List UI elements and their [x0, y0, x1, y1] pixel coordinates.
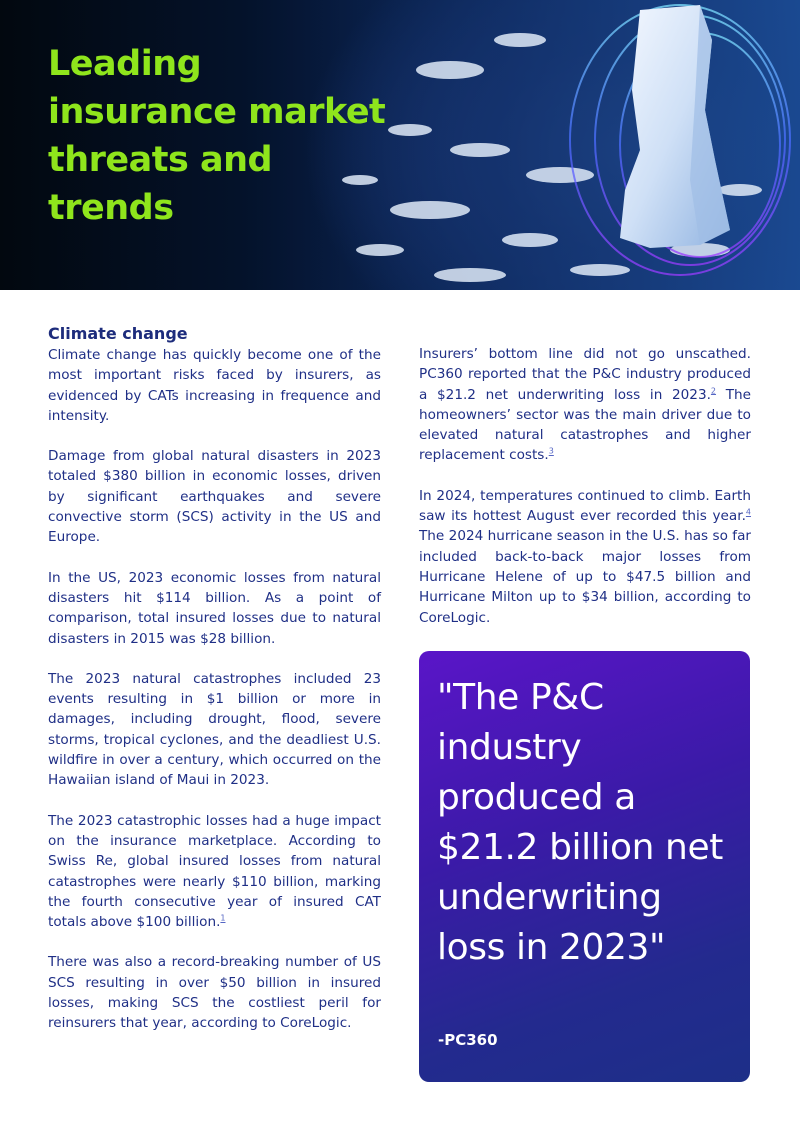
- paragraph-text: There was also a record-breaking number of US SCS resulting in over $50 billion in insured losses, making SCS the costliest peril for reinsurers that year, according to CoreLogic.: [48, 954, 381, 1032]
- paragraph-text: The 2023 catastrophic losses had a huge impact on the insurance marketplace. According to Swiss Re, global insured losses from natural catastrophes were nearly $110 billion, marking the fourth consecutive year of insured CAT totals above $100 billion.: [48, 812, 381, 931]
- paragraph-text: The homeowners’ sector was the main driver due to elevated natural catastrophes and higher replacement costs.: [419, 386, 751, 464]
- paragraph-text: Climate change has quickly become one of the most important risks faced by insurers, as evidenced by CATs increasing in frequence and intensity.: [48, 347, 381, 424]
- paragraph: [48, 811, 381, 933]
- section-heading-climate-change: Climate change: [48, 324, 188, 343]
- paragraph: [48, 669, 381, 791]
- paragraph-text: The 2024 hurricane season in the U.S. has so far included back-to-back major losses from Hurricane Helene of up to $47.5 billion and Hurricane Milton up to $34 billion, according to CoreLogic.: [419, 528, 751, 626]
- pull-quote-source: -PC360: [438, 1031, 498, 1049]
- page-title: Leading insurance market threats and trends: [48, 44, 386, 228]
- footnote-link-2[interactable]: 2: [710, 386, 717, 396]
- paragraph: [48, 568, 381, 649]
- paragraph-text: In 2024, temperatures continued to climb. Earth saw its hottest August ever recorded this year.: [419, 487, 751, 525]
- footnote-link-1[interactable]: 1: [220, 913, 226, 923]
- paragraph: [419, 486, 751, 628]
- paragraph: [419, 344, 751, 466]
- footnote-link-4[interactable]: 4: [745, 507, 751, 517]
- paragraph-text: In the US, 2023 economic losses from natural disasters hit $114 billion. As a point of comparison, total insured losses due to natural disasters in 2015 was $28 billion.: [48, 569, 381, 647]
- paragraph: [48, 446, 381, 547]
- paragraph-text: Damage from global natural disasters in 2023 totaled $380 billion in economic losses, driven by significant earthquakes and severe convective storm (SCS) activity in the US and Europe.: [48, 448, 381, 546]
- right-column: [419, 344, 751, 648]
- hero-banner: [0, 0, 800, 290]
- paragraph: [48, 345, 381, 426]
- footnote-link-3[interactable]: 3: [548, 446, 554, 456]
- paragraph-text: Insurers’ bottom line did not go unscathed. PC360 reported that the P&C industry produced a $21.2 net underwriting loss in 2023.: [419, 346, 751, 403]
- paragraph-text: The 2023 natural catastrophes included 23 events resulting in $1 billion or more in damages, including drought, flood, severe storms, tropical cyclones, and the deadliest U.S. wildfire in over a century, which occurred on the Hawaiian island of Maui in 2023.: [48, 670, 381, 789]
- pull-quote-text: "The P&C industry produced a $21.2 billion net underwriting loss in 2023": [437, 677, 723, 968]
- left-column: [48, 323, 381, 1054]
- pull-quote-box: [419, 651, 750, 1082]
- paragraph: [48, 952, 381, 1033]
